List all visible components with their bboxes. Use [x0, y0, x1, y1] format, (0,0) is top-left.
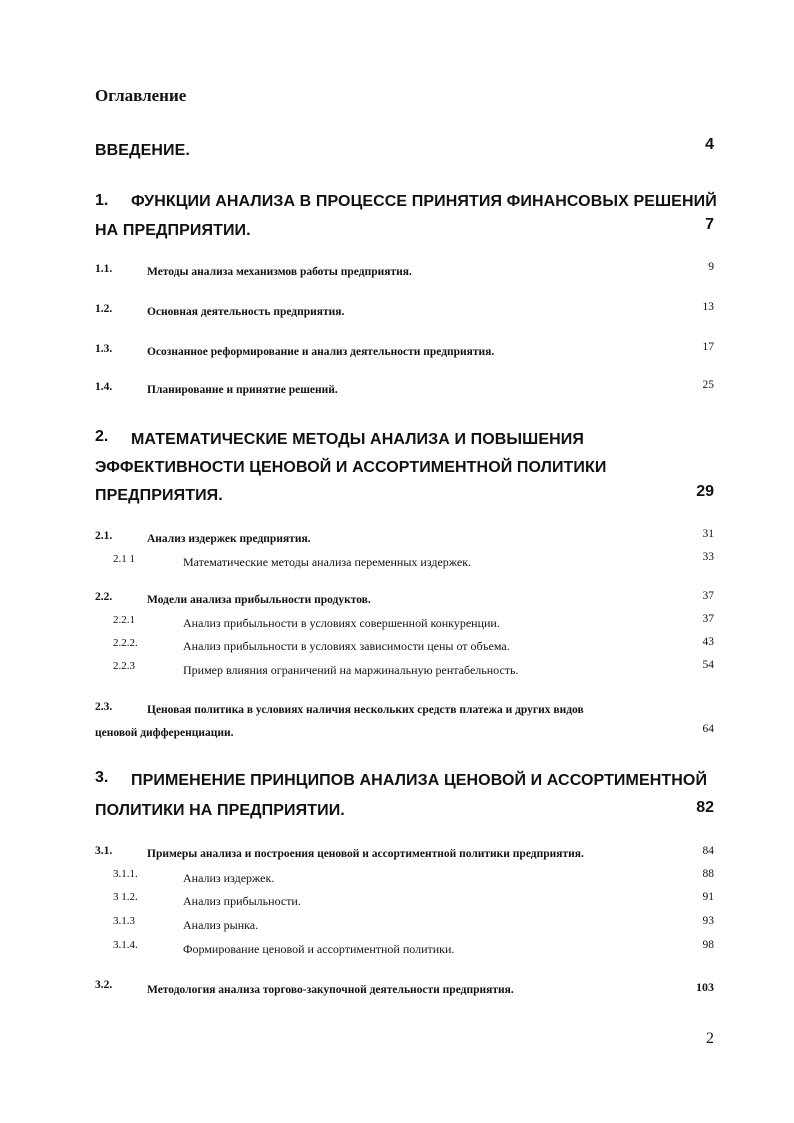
- toc-s2-2-3-page: 54: [702, 659, 714, 671]
- toc-s3-1-2-num: 3 1.2.: [113, 891, 138, 903]
- toc-s1-3-page: 17: [702, 341, 714, 353]
- toc-ch3-page: 82: [696, 799, 714, 816]
- toc-s2-2-2-page: 43: [702, 636, 714, 648]
- toc-s2-1-1-label: Математические методы анализа переменных издержек.: [183, 555, 472, 569]
- page-number: 2: [706, 1030, 714, 1047]
- toc-ch2-page: 29: [696, 483, 714, 500]
- toc-s2-2-1-label: Анализ прибыльности в условиях совершенной конкуренции.: [183, 616, 500, 630]
- toc-s3-2-num: 3.2.: [95, 979, 113, 991]
- toc-s3-2-page: 103: [696, 980, 714, 994]
- toc-s2-2-2-label: Анализ прибыльности в условиях зависимости цены от объема.: [183, 639, 510, 653]
- toc-ch2-title-line1: МАТЕМАТИЧЕСКИЕ МЕТОДЫ АНАЛИЗА И ПОВЫШЕНИЯ: [131, 431, 584, 448]
- toc-s3-1-2-page: 91: [702, 891, 714, 903]
- toc-ch1-num: 1.: [95, 192, 109, 209]
- toc-s2-1-1-page: 33: [702, 551, 714, 563]
- toc-s2-3-num: 2.3.: [95, 701, 113, 713]
- toc-s3-1-page: 84: [702, 845, 714, 857]
- toc-s3-1-1-label: Анализ издержек.: [183, 871, 275, 885]
- toc-s2-3-page: 64: [702, 723, 714, 735]
- toc-s1-2-page: 13: [702, 301, 714, 313]
- toc-s1-1-num: 1.1.: [95, 263, 113, 275]
- toc-s1-1-page: 9: [708, 261, 714, 273]
- toc-ch3-title-line2: ПОЛИТИКИ НА ПРЕДПРИЯТИИ.: [95, 802, 345, 819]
- toc-s2-2-label: Модели анализа прибыльности продуктов.: [147, 594, 371, 606]
- toc-s3-1-2-label: Анализ прибыльности.: [183, 894, 301, 908]
- toc-s2-1-num: 2.1.: [95, 530, 113, 542]
- toc-s1-3-num: 1.3.: [95, 343, 113, 355]
- toc-s1-4-num: 1.4.: [95, 381, 113, 393]
- toc-s1-2-num: 1.2.: [95, 303, 113, 315]
- toc-s2-1-1-num: 2.1 1: [113, 553, 135, 565]
- toc-s3-1-1-num: 3.1.1.: [113, 868, 138, 880]
- toc-s3-1-1-page: 88: [702, 868, 714, 880]
- toc-s3-1-label: Примеры анализа и построения ценовой и ассортиментной политики предприятия.: [147, 848, 584, 860]
- toc-ch3-title-line1: ПРИМЕНЕНИЕ ПРИНЦИПОВ АНАЛИЗА ЦЕНОВОЙ И АССОРТИМЕНТНОЙ: [131, 772, 708, 789]
- toc-s2-2-3-label: Пример влияния ограничений на маржинальную рентабельность.: [183, 663, 519, 677]
- toc-s3-1-3-label: Анализ рынка.: [183, 918, 259, 932]
- toc-s2-3-label-line2: ценовой дифференциации.: [95, 727, 234, 739]
- toc-ch1-title-line1: ФУНКЦИИ АНАЛИЗА В ПРОЦЕССЕ ПРИНЯТИЯ ФИНАНСОВЫХ РЕШЕНИЙ: [131, 193, 717, 210]
- toc-ch2-title-line3: ПРЕДПРИЯТИЯ.: [95, 487, 223, 504]
- toc-intro-page: 4: [705, 136, 714, 153]
- toc-ch1-title-line2: НА ПРЕДПРИЯТИИ.: [95, 222, 251, 239]
- toc-s1-1-label: Методы анализа механизмов работы предприятия.: [147, 266, 412, 278]
- toc-s2-2-3-num: 2.2.3: [113, 660, 135, 672]
- toc-intro-label: ВВЕДЕНИЕ.: [95, 142, 190, 159]
- toc-s2-2-1-num: 2.2.1: [113, 614, 135, 626]
- toc-s1-3-label: Осознанное реформирование и анализ деятельности предприятия.: [147, 346, 495, 358]
- toc-s3-1-num: 3.1.: [95, 845, 113, 857]
- toc-s3-1-3-page: 93: [702, 915, 714, 927]
- toc-ch3-num: 3.: [95, 769, 109, 786]
- toc-s3-1-4-num: 3.1.4.: [113, 939, 138, 951]
- toc-s3-2-label: Методология анализа торгово-закупочной деятельности предприятия.: [147, 984, 514, 996]
- toc-title: Оглавление: [95, 86, 187, 105]
- toc-s2-2-page: 37: [702, 590, 714, 602]
- toc-s1-4-label: Планирование и принятие решений.: [147, 384, 338, 396]
- toc-s3-1-4-label: Формирование ценовой и ассортиментной политики.: [183, 942, 455, 956]
- toc-s2-1-page: 31: [702, 528, 714, 540]
- toc-s3-1-3-num: 3.1.3: [113, 915, 135, 927]
- toc-s3-1-4-page: 98: [702, 939, 714, 951]
- toc-s1-2-label: Основная деятельность предприятия.: [147, 306, 345, 318]
- toc-s2-1-label: Анализ издержек предприятия.: [147, 533, 311, 545]
- toc-ch2-title-line2: ЭФФЕКТИВНОСТИ ЦЕНОВОЙ И АССОРТИМЕНТНОЙ ПОЛИТИКИ: [95, 459, 607, 476]
- toc-s2-2-1-page: 37: [702, 613, 714, 625]
- toc-s2-3-label-line1: Ценовая политика в условиях наличия нескольких средств платежа и других видов: [147, 704, 584, 716]
- toc-s2-2-num: 2.2.: [95, 591, 113, 603]
- toc-s2-2-2-num: 2.2.2.: [113, 637, 138, 649]
- toc-ch2-num: 2.: [95, 428, 109, 445]
- toc-ch1-page: 7: [705, 216, 714, 233]
- toc-s1-4-page: 25: [702, 379, 714, 391]
